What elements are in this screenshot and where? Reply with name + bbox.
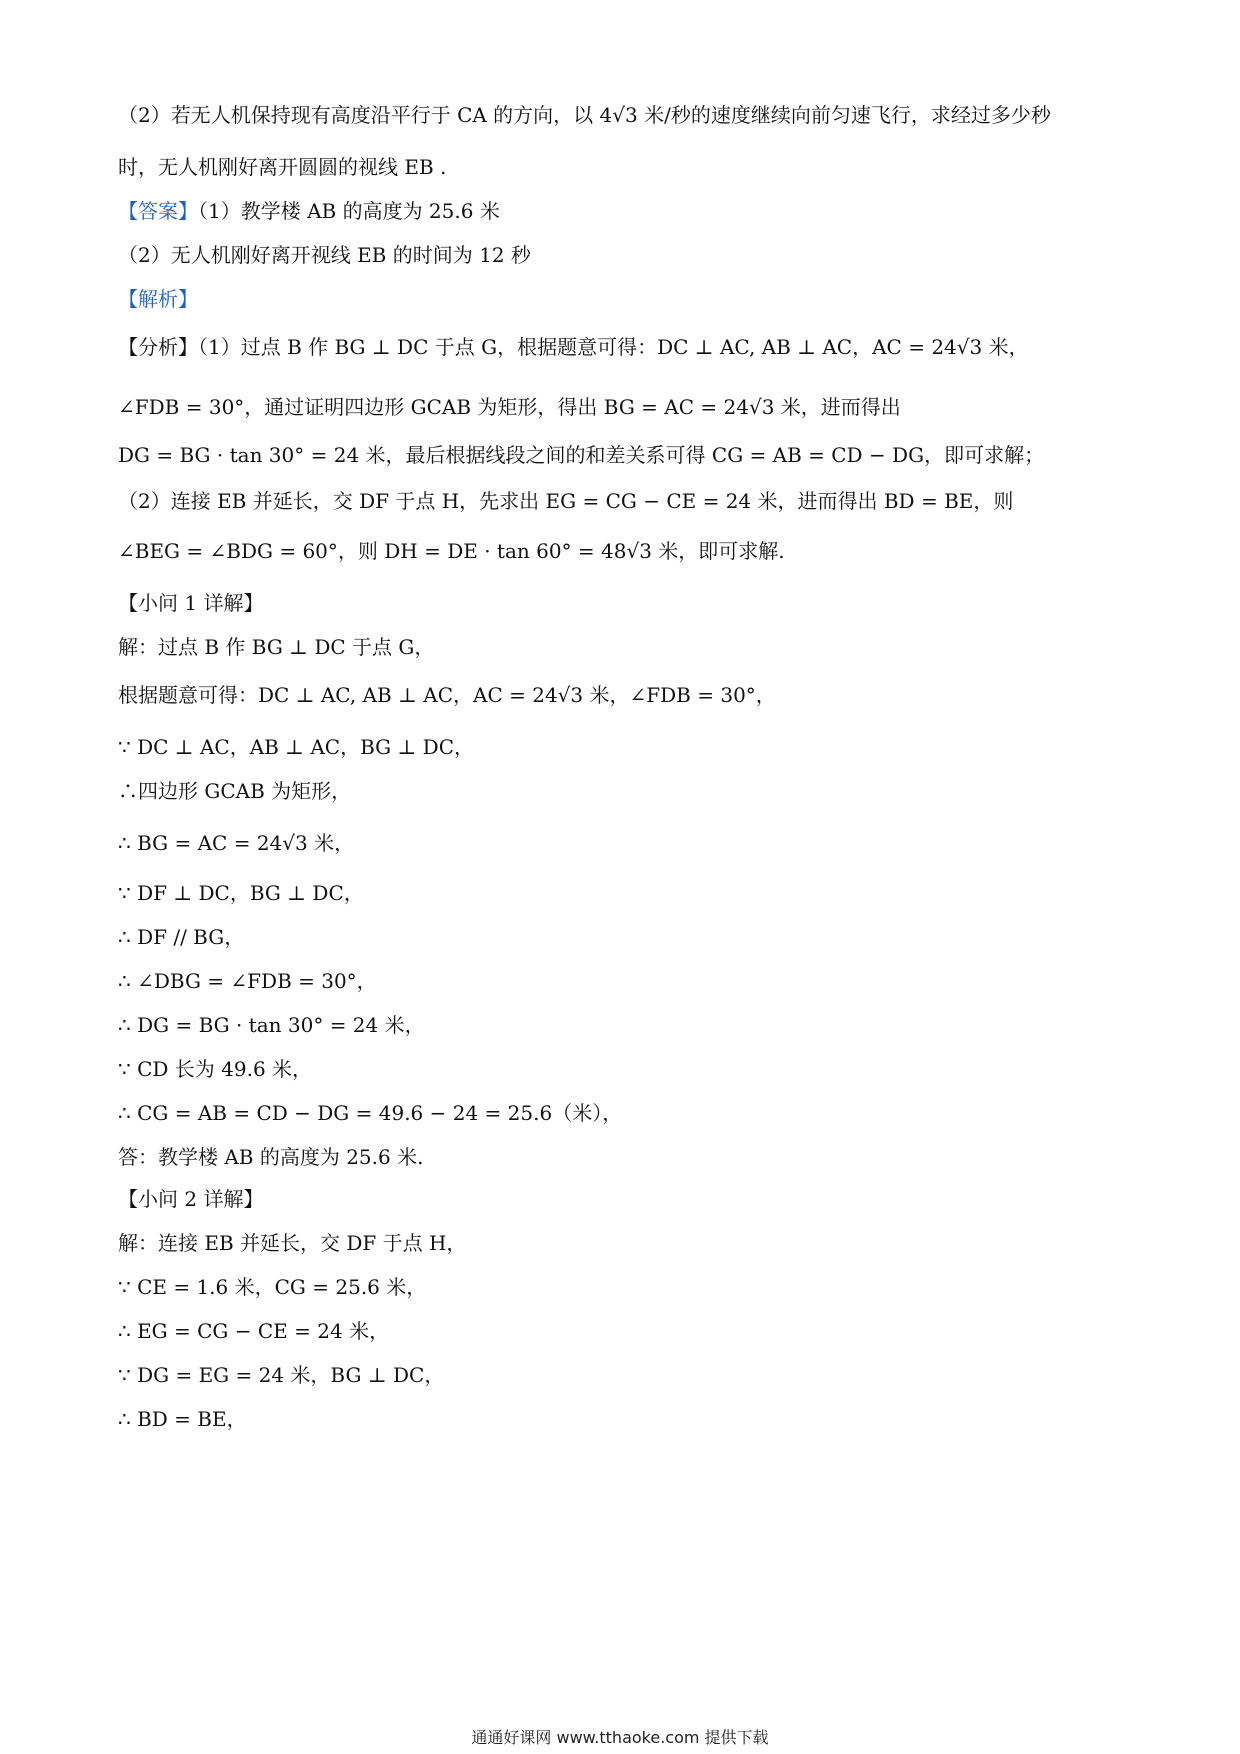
part1-line: ∴ BG = AC = 24√3 米， — [118, 831, 355, 855]
answer-line1 — [118, 196, 500, 226]
part1-line: ∴ ∠DBG = ∠FDB = 30°， — [118, 969, 377, 993]
part1-line: 根据题意可得：DC ⊥ AC, AB ⊥ AC，AC = 24√3 米，∠FDB = 30°， — [118, 683, 776, 707]
question-part2-line1: （2）若无人机保持现有高度沿平行于 CA 的方向，以 4√3 米/秒的速度继续向前匀速飞行，求经过多少秒 — [118, 103, 1051, 127]
part2-line: ∴ EG = CG − CE = 24 米， — [118, 1319, 390, 1343]
analysis-line3: DG = BG · tan 30° = 24 米，最后根据线段之间的和差关系可得 CG = AB = CD − DG，即可求解； — [118, 443, 1045, 467]
part1-heading: 【小问 1 详解】 — [118, 591, 264, 615]
part1-line: ∵ DF ⊥ DC，BG ⊥ DC， — [118, 881, 364, 905]
footer-watermark: 通通好课网 www.tthaoke.com 提供下载 — [471, 1728, 769, 1747]
part1-line: 答：教学楼 AB 的高度为 25.6 米. — [118, 1145, 424, 1169]
analysis-line1 — [118, 332, 1029, 362]
analysis-text-line: （1）过点 B 作 BG ⊥ DC 于点 G，根据题意可得：DC ⊥ AC, AB ⊥ AC，AC = 24√3 米， — [198, 335, 1029, 359]
part1-line: ∴四边形 GCAB 为矩形， — [118, 779, 352, 803]
answer-part2: （2）无人机刚好离开视线 EB 的时间为 12 秒 — [118, 243, 531, 267]
answer-tag: 【答案】 — [118, 199, 198, 223]
fenxi-tag: 【分析】 — [118, 335, 198, 359]
part1-line: ∵ DC ⊥ AC，AB ⊥ AC，BG ⊥ DC， — [118, 735, 475, 759]
part2-heading: 【小问 2 详解】 — [118, 1187, 264, 1211]
analysis-tag: 【解析】 — [118, 287, 198, 311]
part1-line: 解：过点 B 作 BG ⊥ DC 于点 G， — [118, 635, 435, 659]
part2-line: ∵ CE = 1.6 米，CG = 25.6 米， — [118, 1275, 427, 1299]
question-part2-line2: 时，无人机刚好离开圆圆的视线 EB . — [118, 155, 447, 179]
answer-part1: （1）教学楼 AB 的高度为 25.6 米 — [198, 199, 500, 223]
part1-line: ∴ DG = BG · tan 30° = 24 米， — [118, 1013, 425, 1037]
part1-line: ∴ CG = AB = CD − DG = 49.6 − 24 = 25.6（米）， — [118, 1101, 623, 1125]
part2-line: ∵ DG = EG = 24 米，BG ⊥ DC， — [118, 1363, 445, 1387]
part2-line: 解：连接 EB 并延长，交 DF 于点 H， — [118, 1231, 467, 1255]
part1-line: ∵ CD 长为 49.6 米， — [118, 1057, 313, 1081]
part2-line: ∴ BD = BE， — [118, 1407, 247, 1431]
part1-line: ∴ DF // BG， — [118, 925, 245, 949]
analysis-line5: ∠BEG = ∠BDG = 60°，则 DH = DE · tan 60° = 48√3 米，即可求解. — [118, 539, 785, 563]
analysis-line2: ∠FDB = 30°，通过证明四边形 GCAB 为矩形，得出 BG = AC = 24√3 米，进而得出 — [118, 395, 901, 419]
analysis-line4: （2）连接 EB 并延长，交 DF 于点 H，先求出 EG = CG − CE = 24 米，进而得出 BD = BE，则 — [118, 489, 1014, 513]
